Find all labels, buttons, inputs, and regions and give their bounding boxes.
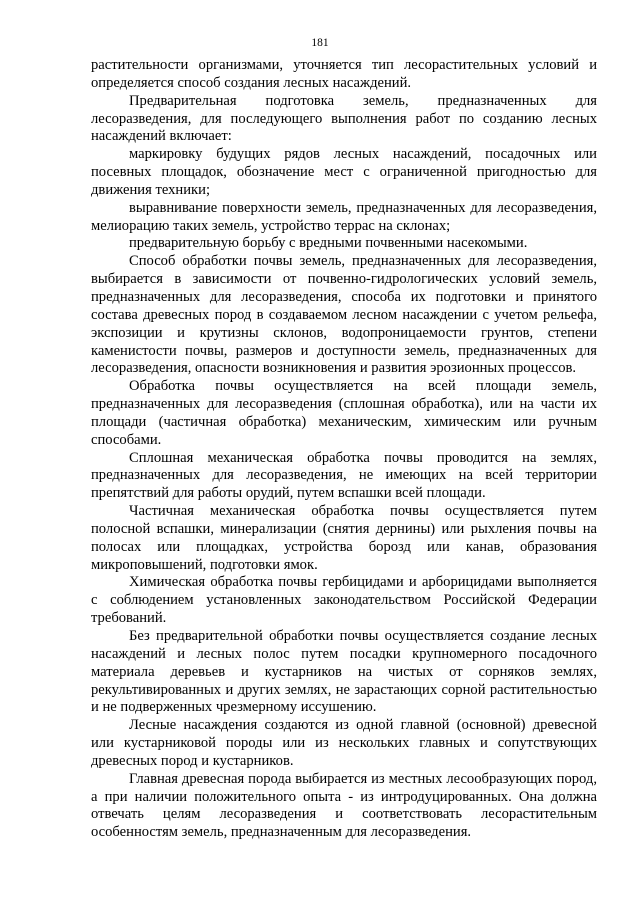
paragraph-soil-treatment-area: Обработка почвы осуществляется на всей площади земель, предназначенных для лесоразведения (сплошная обработка), или на части их площади (частичная обработка) механическим, химическим или ручным способами. — [91, 378, 597, 448]
paragraph-list-marking: маркировку будущих рядов лесных насаждений, посадочных или посевных площадок, обозначение мест с ограниченной пригодностью для движения техники; — [91, 146, 597, 198]
paragraph-main-species: Главная древесная порода выбирается из местных лесообразующих пород, а при наличии положительного опыта - из интродуцированных. Она должна отвечать целям лесоразведения и соответствовать лесорастительным особенностям земель, предназначенным для лесоразведения. — [91, 770, 597, 841]
paragraph-list-pest-control: предварительную борьбу с вредными почвенными насекомыми. — [129, 235, 528, 252]
page-number: 181 — [311, 37, 329, 49]
paragraph-species-composition: Лесные насаждения создаются из одной главной (основной) древесной или кустарниковой породы или из нескольких главных и сопутствующих древесных пород и кустарников. — [91, 717, 597, 769]
paragraph-list-leveling: выравнивание поверхности земель, предназначенных для лесоразведения, мелиорацию таких земель, устройство террас на склонах; — [91, 199, 597, 234]
paragraph-no-pretreatment: Без предварительной обработки почвы осуществляется создание лесных насаждений и лесных полос путем посадки крупномерного посадочного материала деревьев и кустарников на чистых от сорняков землях, рекультивированных и других землях, не зарастающих сорной растительностью и не подверженных чрезмерному иссушению. — [91, 628, 597, 716]
paragraph-continuous-treatment: Сплошная механическая обработка почвы проводится на землях, предназначенных для лесоразведения, не имеющих на всей территории препятствий для работы орудий, путем вспашки всей площади. — [91, 449, 597, 502]
paragraph-soil-treatment-method: Способ обработки почвы земель, предназначенных для лесоразведения, выбирается в зависимости от почвенно-гидрологических условий земель, предназначенных для лесоразведения, способа их подготовки и принятого состава древесных пород в создаваемом лесном насаждении с учетом рельефа, экспозиции и крутизны склонов, водопроницаемости грунтов, степени каменистости почвы, размеров и доступности земель, предназначенных для лесоразведения, опасности возникновения и развития эрозионных процессов. — [91, 253, 597, 377]
body-text — [91, 57, 597, 842]
paragraph-preparation-intro: Предварительная подготовка земель, предназначенных для лесоразведения, для последующего выполнения работ по созданию лесных насаждений включает: — [91, 92, 597, 145]
paragraph-continuation: растительности организмами, уточняется тип лесорастительных условий и определяется способ создания лесных насаждений. — [91, 57, 597, 91]
paragraph-chemical-treatment: Химическая обработка почвы гербицидами и арборицидами выполняется с соблюдением установленных законодательством Российской Федерации требований. — [91, 574, 597, 627]
paragraph-partial-treatment: Частичная механическая обработка почвы осуществляется путем полосной вспашки, минерализации (снятия дернины) или рыхления почвы на полосах или площадках, устройства борозд или канав, образования микроповышений, подготовки ямок. — [91, 503, 597, 573]
